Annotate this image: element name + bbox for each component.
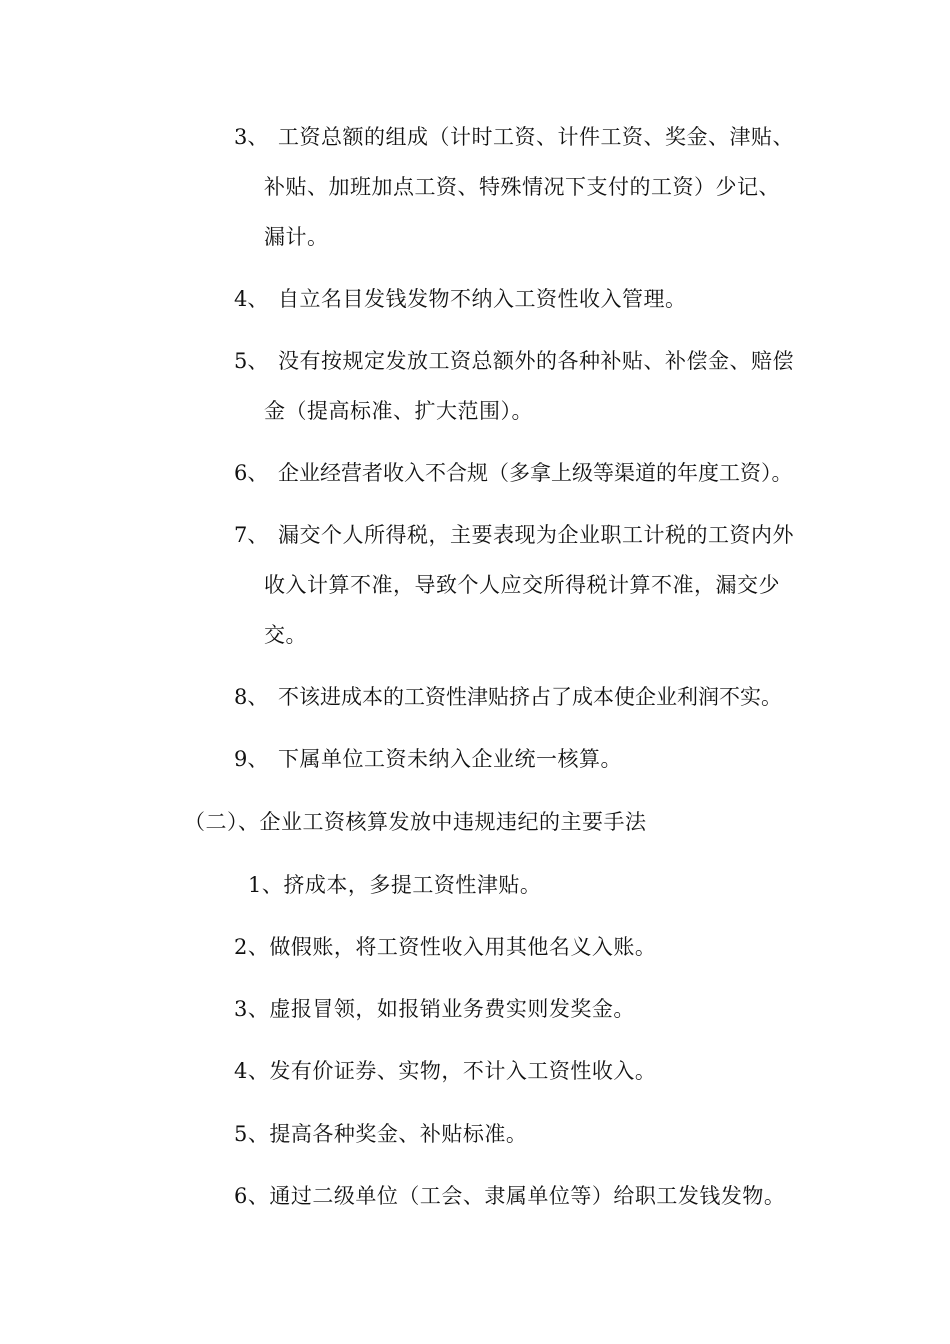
item-number: 5、 xyxy=(234,349,269,373)
item-text: 企业经营者收入不合规（多拿上级等渠道的年度工资）。 xyxy=(278,461,793,485)
item-number: 7、 xyxy=(234,523,269,547)
item-text: 不该进成本的工资性津贴挤占了成本使企业利润不实。 xyxy=(278,685,782,709)
item-text-continuation: 金（提高标准、扩大范围）。 xyxy=(264,399,533,423)
section-heading: （二）、企业工资核算发放中违规违纪的主要手法 xyxy=(184,810,647,834)
item-number: 6、 xyxy=(234,461,269,485)
item-text-continuation: 补贴、加班加点工资、特殊情况下支付的工资）少记、 xyxy=(264,175,780,199)
item-number: 9、 xyxy=(234,747,269,771)
item-text-continuation: 交。 xyxy=(264,623,307,647)
item-text: 自立名目发钱发物不纳入工资性收入管理。 xyxy=(278,287,687,311)
item-text: 下属单位工资未纳入企业统一核算。 xyxy=(278,747,622,771)
item-text: 工资总额的组成（计时工资、计件工资、奖金、津贴、 xyxy=(278,125,794,149)
item-text: 1、挤成本，多提工资性津贴。 xyxy=(248,873,542,897)
item-number: 3、 xyxy=(234,125,269,149)
item-number: 4、 xyxy=(234,287,269,311)
item-text: 6、通过二级单位（工会、隶属单位等）给职工发钱发物。 xyxy=(234,1184,786,1208)
item-text: 4、发有价证券、实物，不计入工资性收入。 xyxy=(234,1059,657,1083)
item-text: 5、提高各种奖金、补贴标准。 xyxy=(234,1122,528,1146)
item-text: 漏交个人所得税，主要表现为企业职工计税的工资内外 xyxy=(278,523,794,547)
item-text-continuation: 漏计。 xyxy=(264,225,329,249)
item-text-continuation: 收入计算不准，导致个人应交所得税计算不准，漏交少 xyxy=(264,573,780,597)
item-number: 8、 xyxy=(234,685,269,709)
item-text: 2、做假账，将工资性收入用其他名义入账。 xyxy=(234,935,657,959)
item-text: 3、虚报冒领，如报销业务费实则发奖金。 xyxy=(234,997,635,1021)
item-text: 没有按规定发放工资总额外的各种补贴、补偿金、赔偿 xyxy=(278,349,794,373)
